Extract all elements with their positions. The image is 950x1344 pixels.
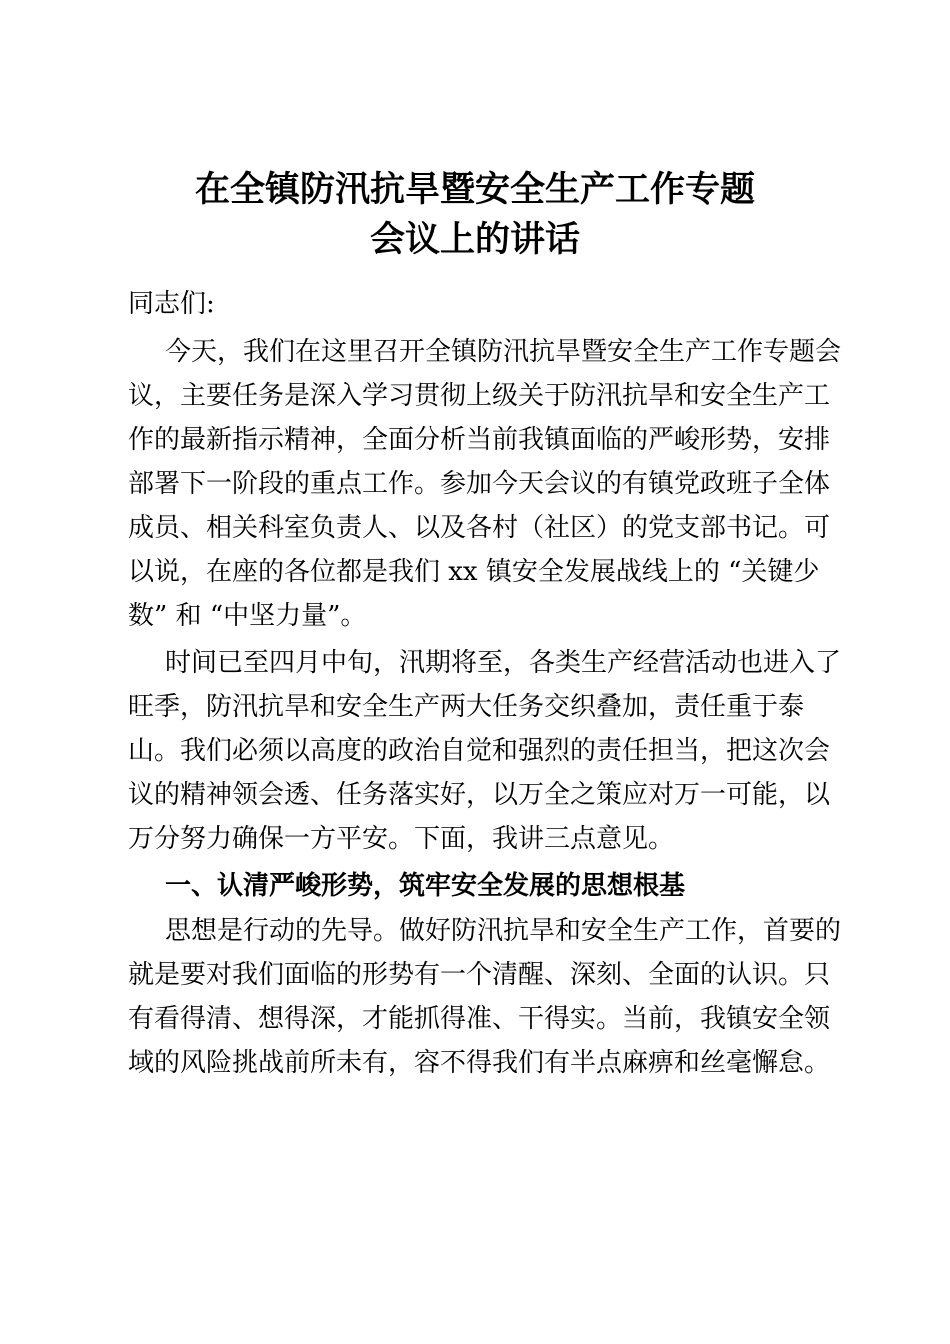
paragraph-line: 万分努力确保一方平安。下面，我讲三点意见。 [128,824,675,854]
title-line-2: 会议上的讲话 [369,219,580,260]
paragraph-line: 就是要对我们面临的形势有一个清醒、深刻、全面的认识。只 [128,960,831,990]
paragraph-line: 部署下一阶段的重点工作。参加今天会议的有镇党政班子全体 [128,469,831,499]
paragraph-line: 以说，在座的各位都是我们 xx 镇安全发展战线上的 “关键少 [128,557,820,587]
paragraph-line: 议的精神领会透、任务落实好，以万全之策应对万一可能，以 [128,780,831,810]
paragraph-line: 思想是行动的先导。做好防汛抗旱和安全生产工作，首要的 [165,916,842,946]
paragraph-line: 有看得清、想得深，才能抓得准、干得实。当前，我镇安全领 [128,1004,831,1034]
paragraph-line: 山。我们必须以高度的政治自觉和强烈的责任担当，把这次会 [128,736,831,766]
paragraph-line: 时间已至四月中旬，汛期将至，各类生产经营活动也进入了 [165,648,842,678]
paragraph-line: 域的风险挑战前所未有，容不得我们有半点麻痹和丝毫懈怠。 [128,1048,831,1078]
section-heading: 一、认清严峻形势，筑牢安全发展的思想根基 [165,871,686,901]
paragraph-line: 数” 和 “中坚力量”。 [128,601,367,631]
paragraph-line: 成员、相关科室负责人、以及各村（社区）的党支部书记。可 [128,513,831,543]
paragraph-line: 旺季，防汛抗旱和安全生产两大任务交织叠加，责任重于泰 [128,692,805,722]
paragraph-line: 议，主要任务是深入学习贯彻上级关于防汛抗旱和安全生产工 [128,381,831,411]
title-line-1: 在全镇防汛抗旱暨安全生产工作专题 [194,169,755,210]
paragraph-line: 今天，我们在这里召开全镇防汛抗旱暨安全生产工作专题会 [165,337,842,367]
paragraph-line: 作的最新指示精神，全面分析当前我镇面临的严峻形势，安排 [128,425,831,455]
salutation: 同志们: [128,289,215,319]
